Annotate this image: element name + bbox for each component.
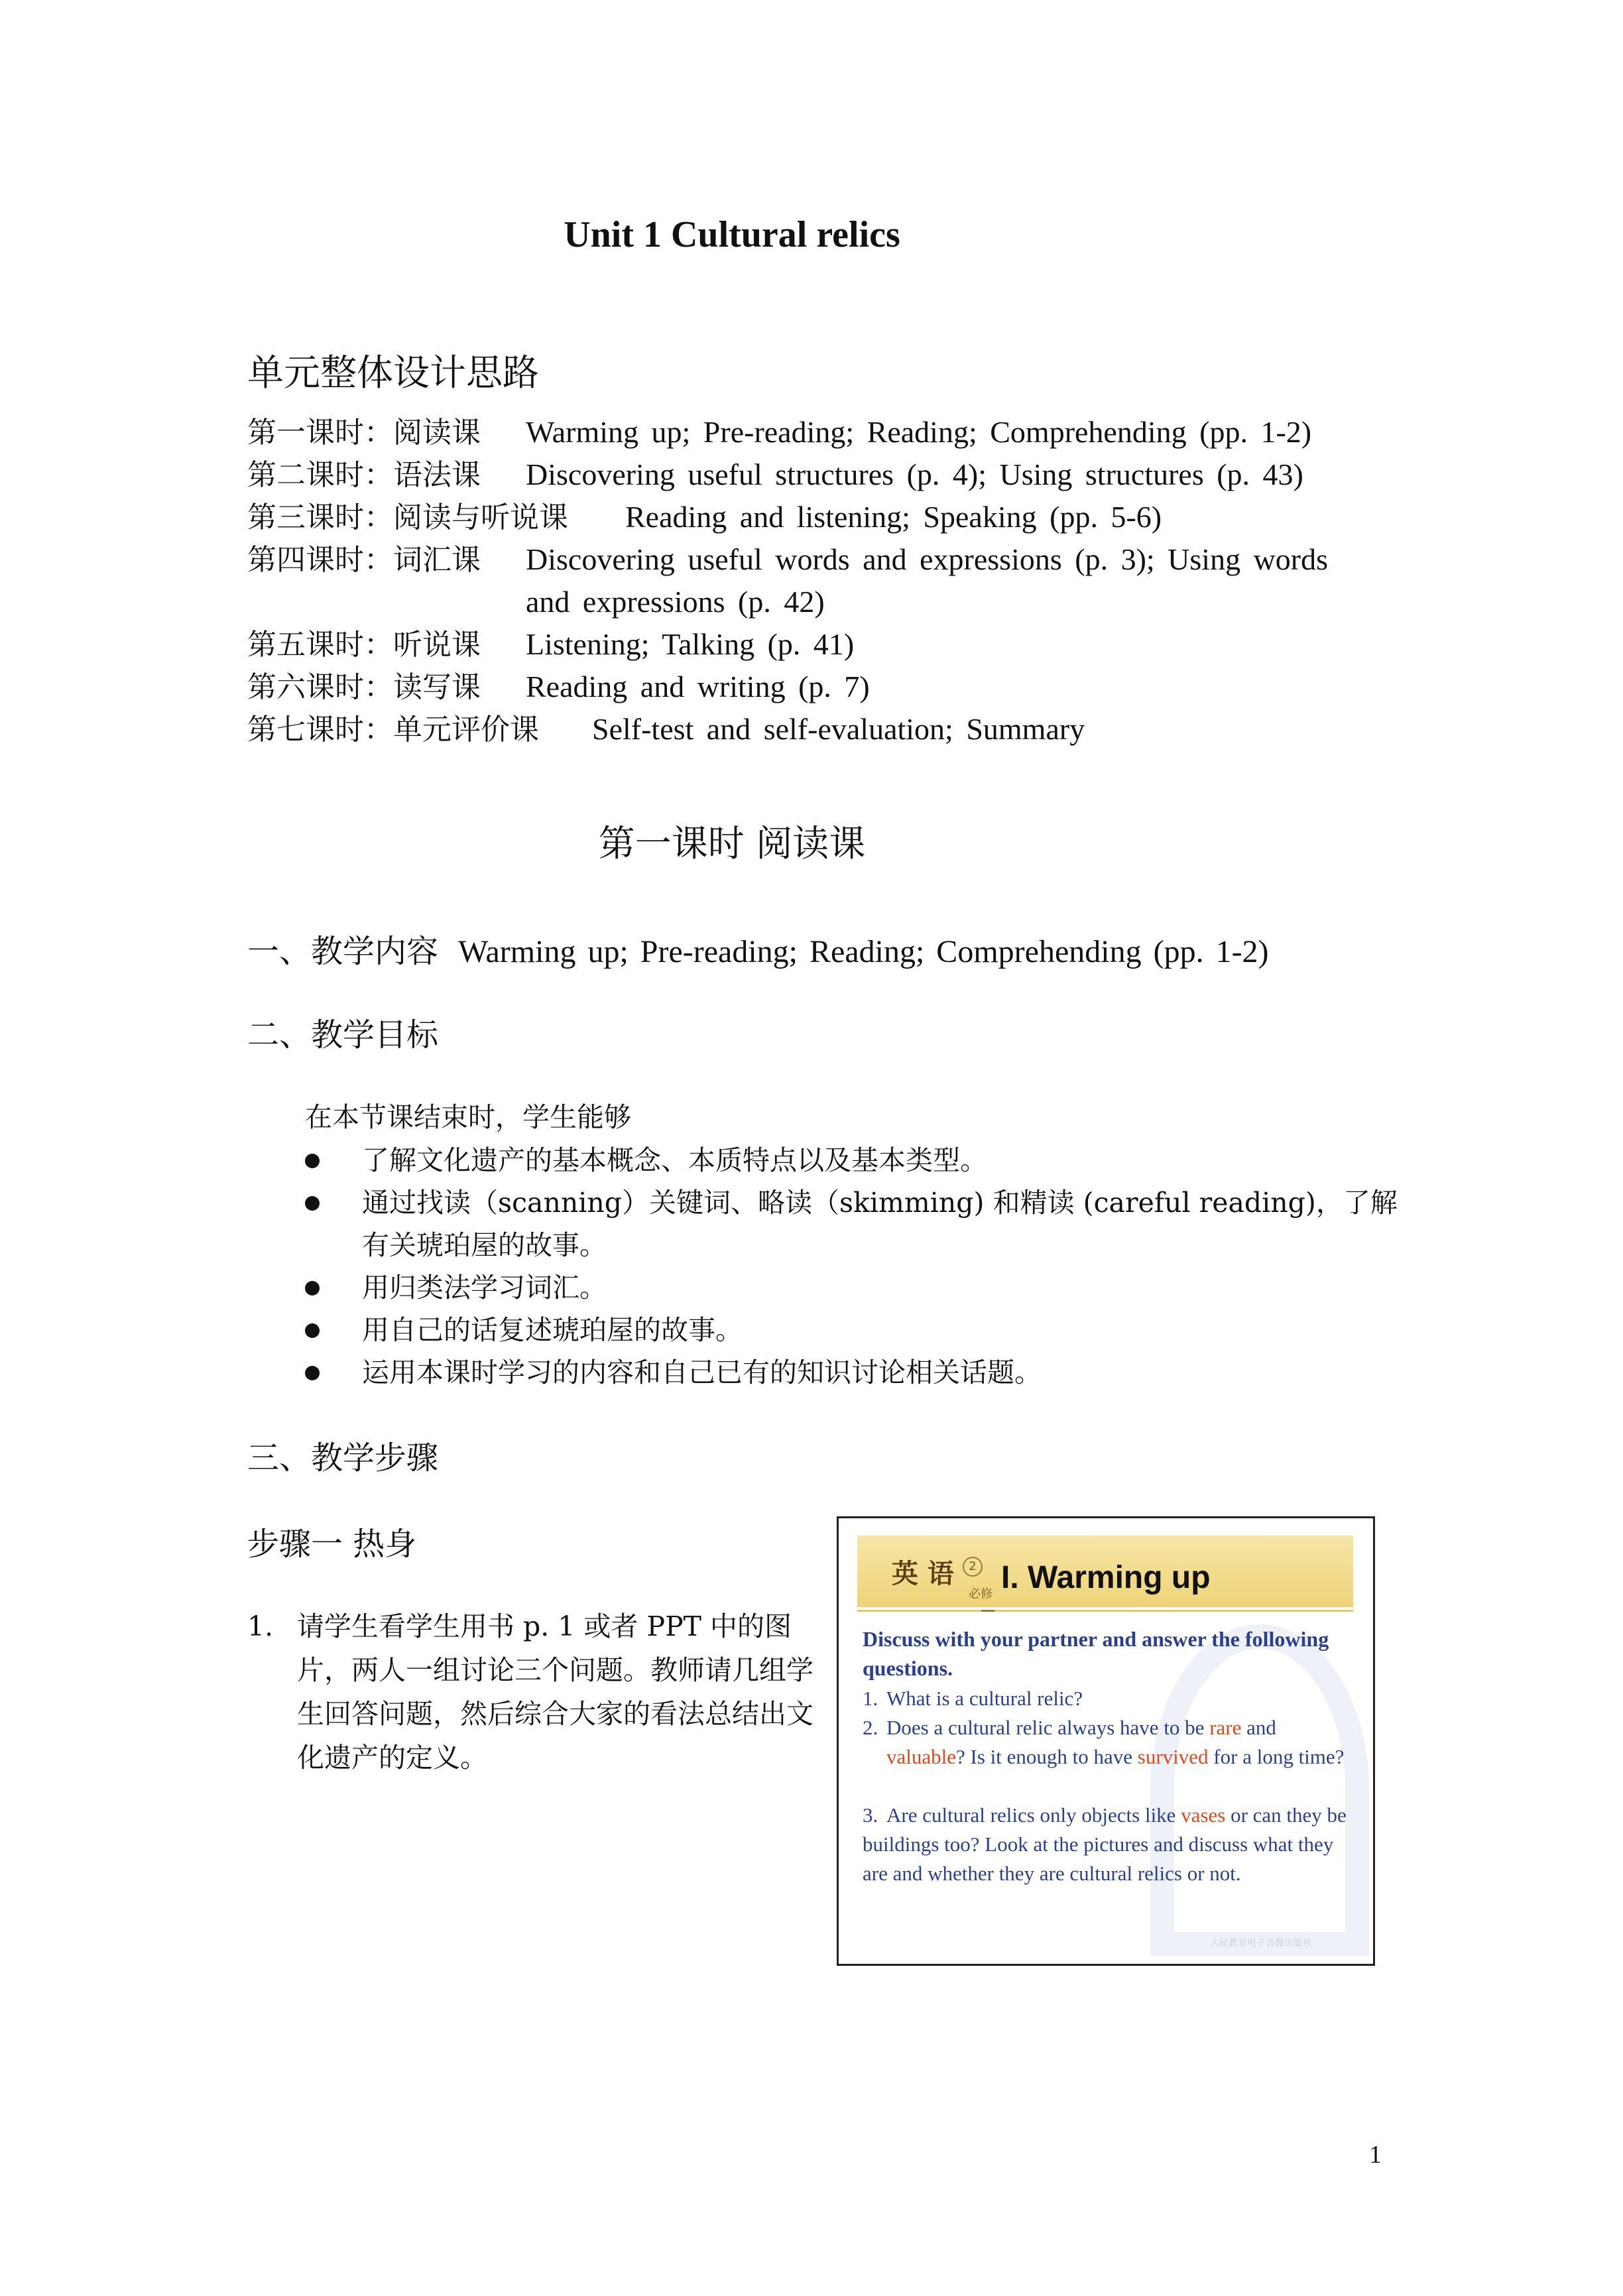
highlight-word: rare <box>1209 1716 1242 1739</box>
list-item: 用自己的话复述琥珀屋的故事。 <box>305 1309 1399 1351</box>
step-one-item <box>247 1604 817 1780</box>
schedule-label: 第一课时：阅读课 <box>247 416 481 450</box>
slide-subtitle: 必修 <box>969 1587 992 1601</box>
document-title: Unit 1 Cultural relics <box>564 214 900 255</box>
schedule-label: 第六课时：读写课 <box>247 670 481 704</box>
list-item: 用归类法学习词汇。 <box>305 1266 1399 1309</box>
list-item: 运用本课时学习的内容和自己已有的知识讨论相关话题。 <box>305 1351 1399 1394</box>
schedule-text: and expressions (p. 42) <box>526 585 825 619</box>
slide-question-3: 3. Are cultural relics only objects like vases or can they be buildings too? Look at the pictures and discuss what they are and whether they are cultural relics or not. <box>863 1803 1347 1885</box>
schedule-text: Warming up; Pre-reading; Reading; Comprehending (pp. 1-2) <box>526 415 1312 449</box>
section-text: Warming up; Pre-reading; Reading; Comprehending (pp. 1-2) <box>458 934 1269 969</box>
schedule-text: Reading and writing (p. 7) <box>526 670 870 703</box>
bullet-icon <box>305 1196 320 1211</box>
schedule-text: Discovering useful words and expressions (p. 3); Using words <box>526 542 1329 576</box>
schedule-row <box>247 623 854 666</box>
schedule-label: 第五课时：听说课 <box>247 628 481 662</box>
schedule-text: Self-test and self-evaluation; Summary <box>592 712 1085 746</box>
step-one-heading: 步骤一 热身 <box>247 1526 417 1563</box>
objectives-intro: 在本节课结束时，学生能够 <box>305 1101 631 1133</box>
slide-watermark-text: 人民教育电子音像出版社 <box>1210 1938 1312 1949</box>
objectives-list <box>305 1139 1399 1394</box>
bullet-icon <box>305 1366 320 1380</box>
ppt-slide-image <box>837 1516 1375 1966</box>
schedule-label: 第三课时：阅读与听说课 <box>247 501 568 534</box>
schedule-label: 第七课时：单元评价课 <box>247 713 539 747</box>
slide-header-rule <box>857 1610 1353 1612</box>
highlight-word: vases <box>1181 1803 1226 1827</box>
slide-question-1: 1. What is a cultural relic? <box>863 1687 1083 1710</box>
schedule-row <box>247 666 870 709</box>
schedule-row <box>247 708 1085 751</box>
schedule-text: Discovering useful structures (p. 4); Using structures (p. 43) <box>526 457 1303 491</box>
schedule-label: 第四课时：词汇课 <box>247 543 481 577</box>
slide-heading: I. Warming up <box>1001 1560 1211 1595</box>
section-teaching-content <box>247 926 1269 971</box>
bullet-icon <box>305 1281 320 1296</box>
section-teaching-steps: 三、教学步骤 <box>247 1439 439 1477</box>
section-teaching-objectives: 二、教学目标 <box>247 1016 439 1054</box>
schedule-text: Reading and listening; Speaking (pp. 5-6) <box>625 500 1162 534</box>
item-text: 请学生看学生用书 p. 1 或者 PPT 中的图片，两人一组讨论三个问题。教师请几组学生回答问题，然后综合大家的看法总结出文化遗产的定义。 <box>297 1610 813 1774</box>
item-number: 1. <box>247 1610 274 1642</box>
schedule-row <box>247 453 1303 497</box>
slide-brand: 英 语 <box>892 1558 954 1589</box>
schedule-row-continuation <box>526 581 825 624</box>
volume-badge: 2 <box>963 1557 983 1577</box>
schedule-text: Listening; Talking (p. 41) <box>526 627 855 661</box>
unit-design-heading: 单元整体设计思路 <box>247 351 540 394</box>
schedule-label: 第二课时：语法课 <box>247 458 481 492</box>
bullet-icon <box>305 1323 320 1338</box>
lesson-title: 第一课时 阅读课 <box>598 822 866 865</box>
schedule-row <box>247 496 1162 539</box>
bullet-icon <box>305 1154 320 1168</box>
section-label: 一、教学内容 <box>247 933 439 970</box>
highlight-word: valuable <box>886 1745 957 1768</box>
page-number: 1 <box>1369 2141 1382 2169</box>
list-item: 了解文化遗产的基本概念、本质特点以及基本类型。 <box>305 1139 1399 1181</box>
highlight-word: survived <box>1137 1745 1209 1768</box>
schedule-row <box>247 411 1311 454</box>
list-item: 通过找读（scanning）关键词、略读（skimming) 和精读 (careful reading)，了解有关琥珀屋的故事。 <box>305 1181 1399 1266</box>
schedule-row <box>247 538 1328 581</box>
slide-prompt: Discuss with your partner and answer the following questions. <box>863 1627 1329 1680</box>
divider <box>981 1610 994 1612</box>
slide-question-2: 2. Does a cultural relic always have to be rare and valuable? Is it enough to have survived for a long time? <box>863 1716 1345 1768</box>
